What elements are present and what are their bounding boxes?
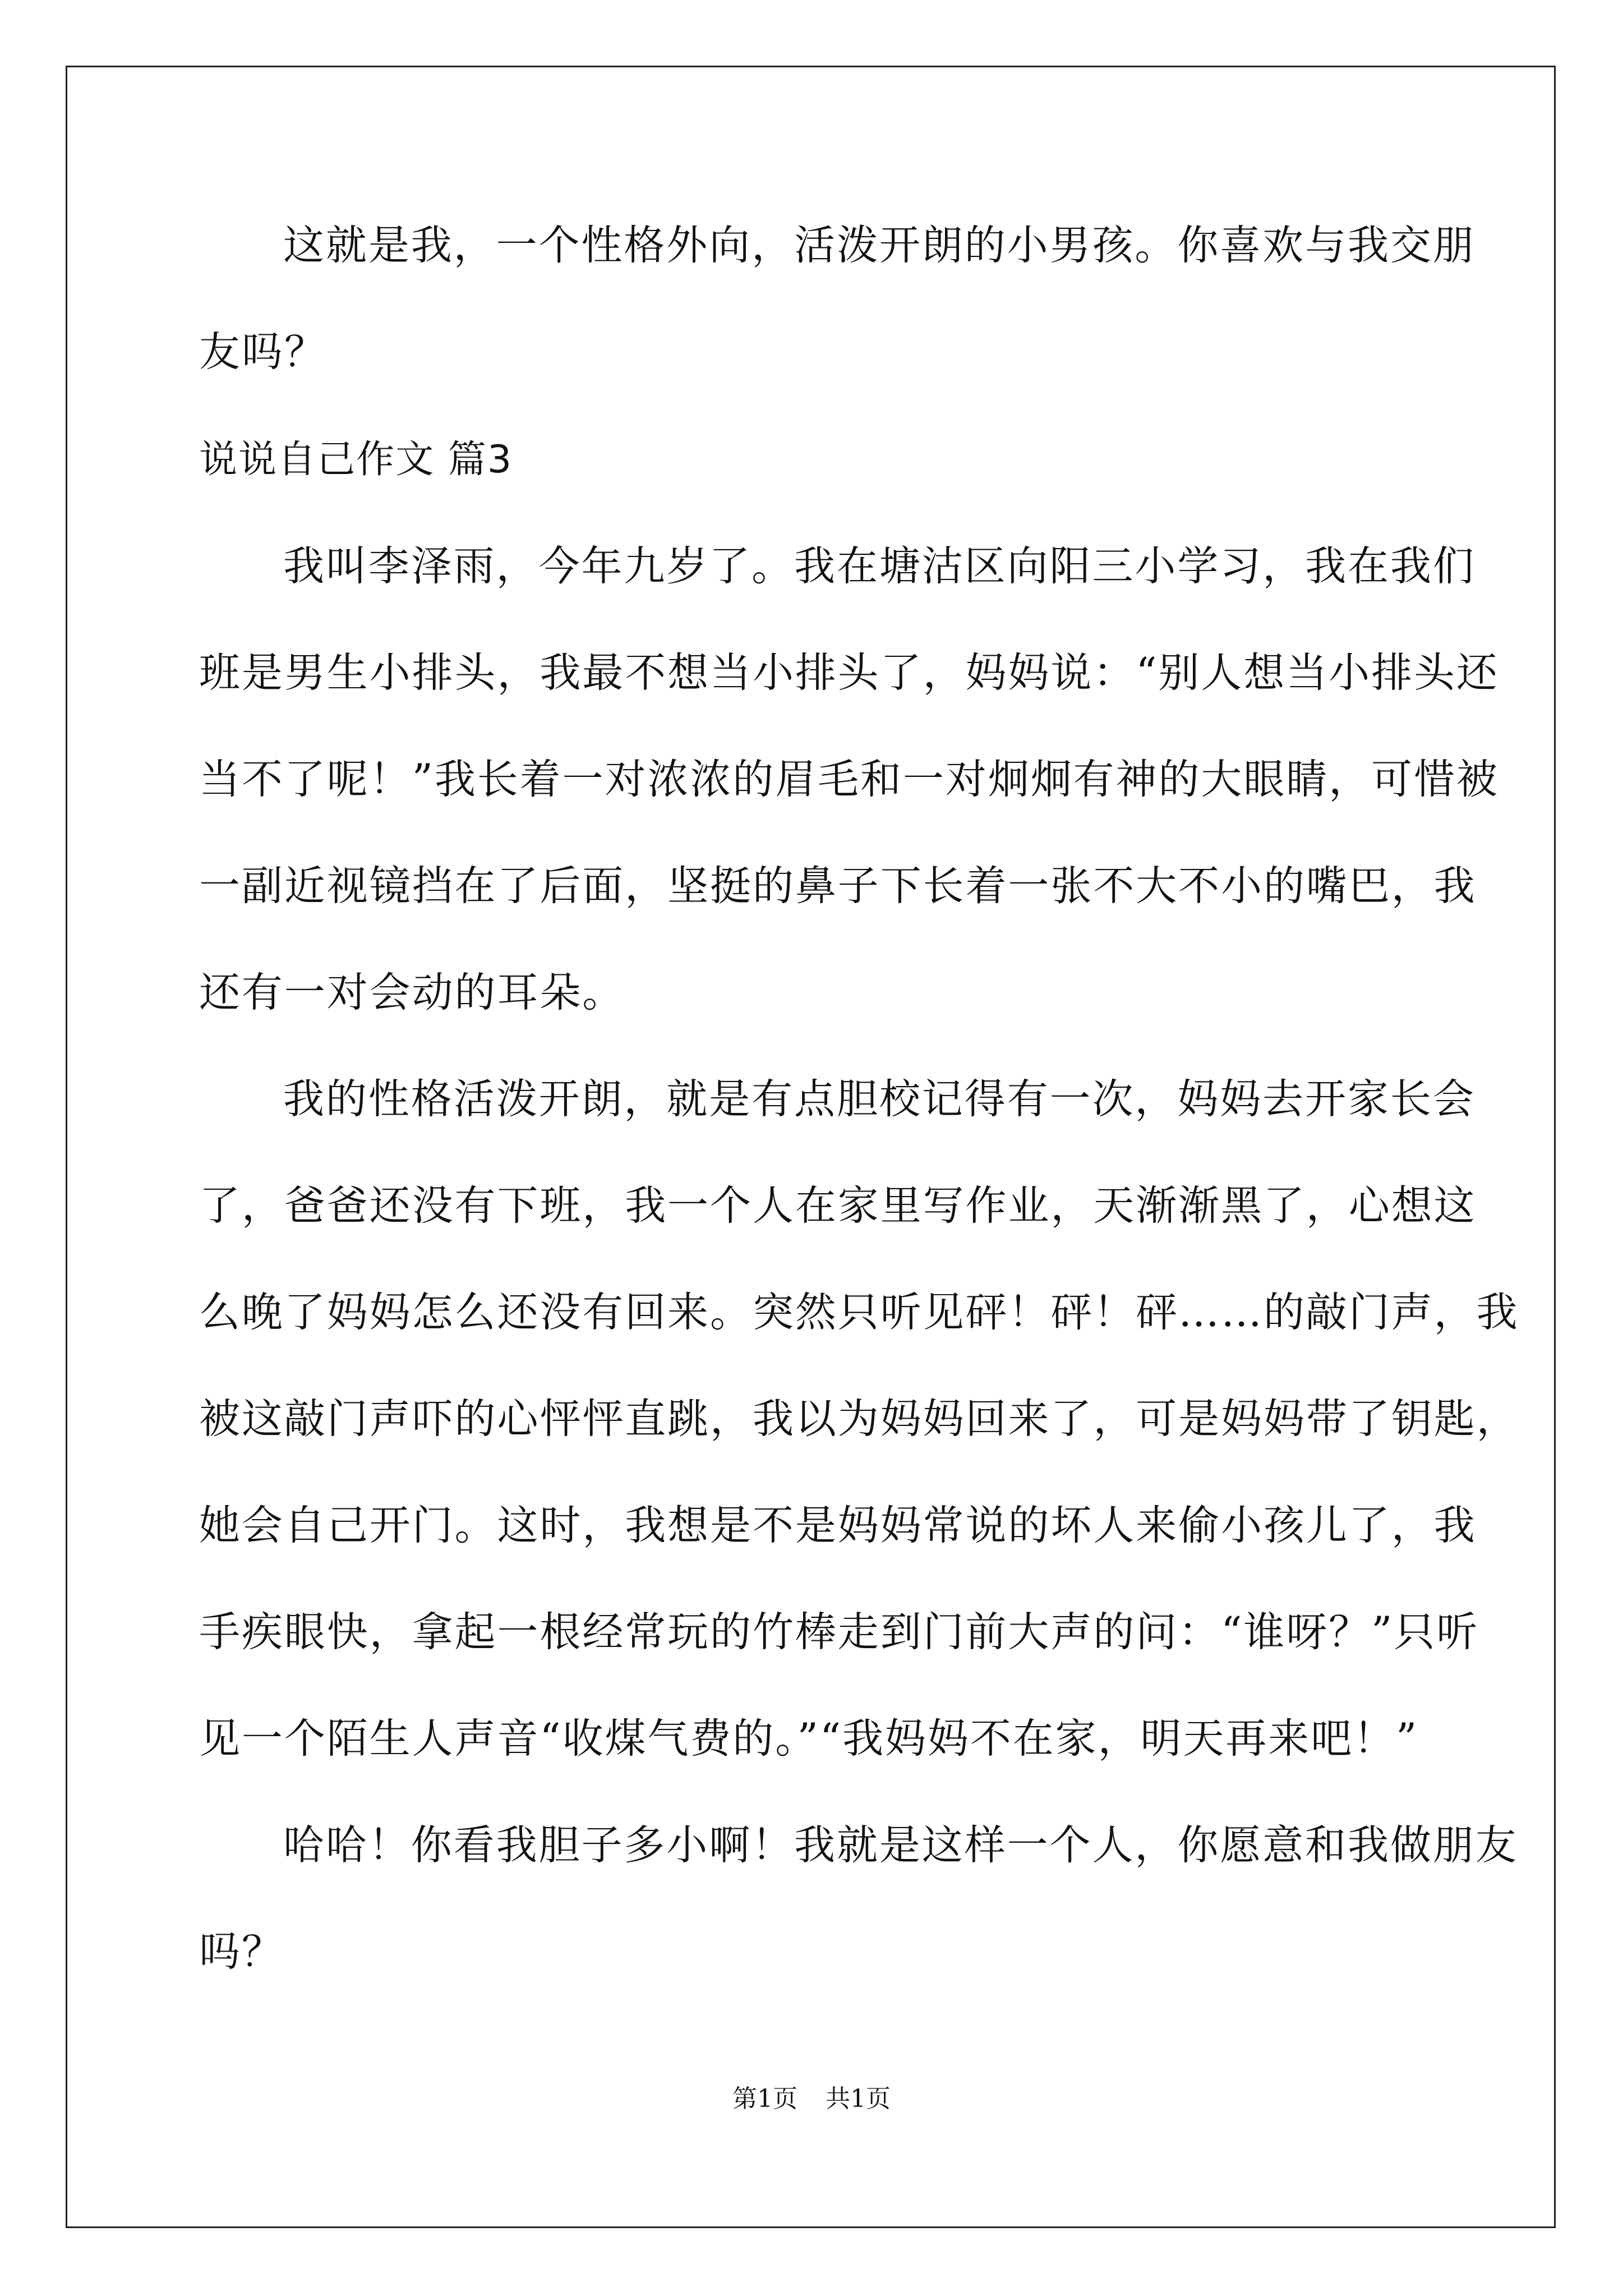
- page-border: [66, 66, 1556, 2228]
- paragraph-line: 被这敲门声吓的心怦怦直跳，我以为妈妈回来了，可是妈妈带了钥匙，: [199, 1395, 1519, 1443]
- section-heading: 说说自己作文 篇3: [199, 438, 513, 482]
- paragraph-line: 吗？: [199, 1928, 284, 1976]
- page-total: 共1页: [826, 2085, 891, 2113]
- page-footer: [0, 2082, 1623, 2116]
- paragraph-line: 见一个陌生人声音“收煤气费的。”“我妈妈不在家，明天再来吧！”: [199, 1715, 1419, 1763]
- paragraph-line: 我叫李泽雨，今年九岁了。我在塘沽区向阳三小学习，我在我们: [283, 542, 1476, 590]
- paragraph-line: 班是男生小排头，我最不想当小排头了，妈妈说：“别人想当小排头还: [199, 649, 1499, 697]
- paragraph-line: 友吗？: [199, 328, 327, 376]
- paragraph-line: 了，爸爸还没有下班，我一个人在家里写作业，天渐渐黑了，心想这: [199, 1182, 1477, 1230]
- page-number: 第1页: [732, 2085, 797, 2113]
- paragraph-line: 当不了呢！”我长着一对浓浓的眉毛和一对炯炯有神的大眼睛，可惜被: [199, 756, 1499, 803]
- paragraph-line: 这就是我，一个性格外向，活泼开朗的小男孩。你喜欢与我交朋: [283, 222, 1476, 269]
- paragraph-line: 我的性格活泼开朗，就是有点胆校记得有一次，妈妈去开家长会: [283, 1075, 1476, 1123]
- paragraph-line: 还有一对会动的耳朵。: [199, 969, 625, 1016]
- paragraph-line: 一副近视镜挡在了后面，坚挺的鼻子下长着一张不大不小的嘴巴，我: [199, 862, 1477, 910]
- paragraph-line: 手疾眼快，拿起一根经常玩的竹棒走到门前大声的问：“谁呀？”只听: [199, 1608, 1479, 1656]
- paragraph-line: 哈哈！你看我胆子多小啊！我就是这样一个人，你愿意和我做朋友: [283, 1821, 1518, 1869]
- paragraph-line: 她会自己开门。这时，我想是不是妈妈常说的坏人来偷小孩儿了，我: [199, 1502, 1477, 1549]
- paragraph-line: 么晚了妈妈怎么还没有回来。突然只听见砰！砰！砰……的敲门声，我: [199, 1289, 1519, 1336]
